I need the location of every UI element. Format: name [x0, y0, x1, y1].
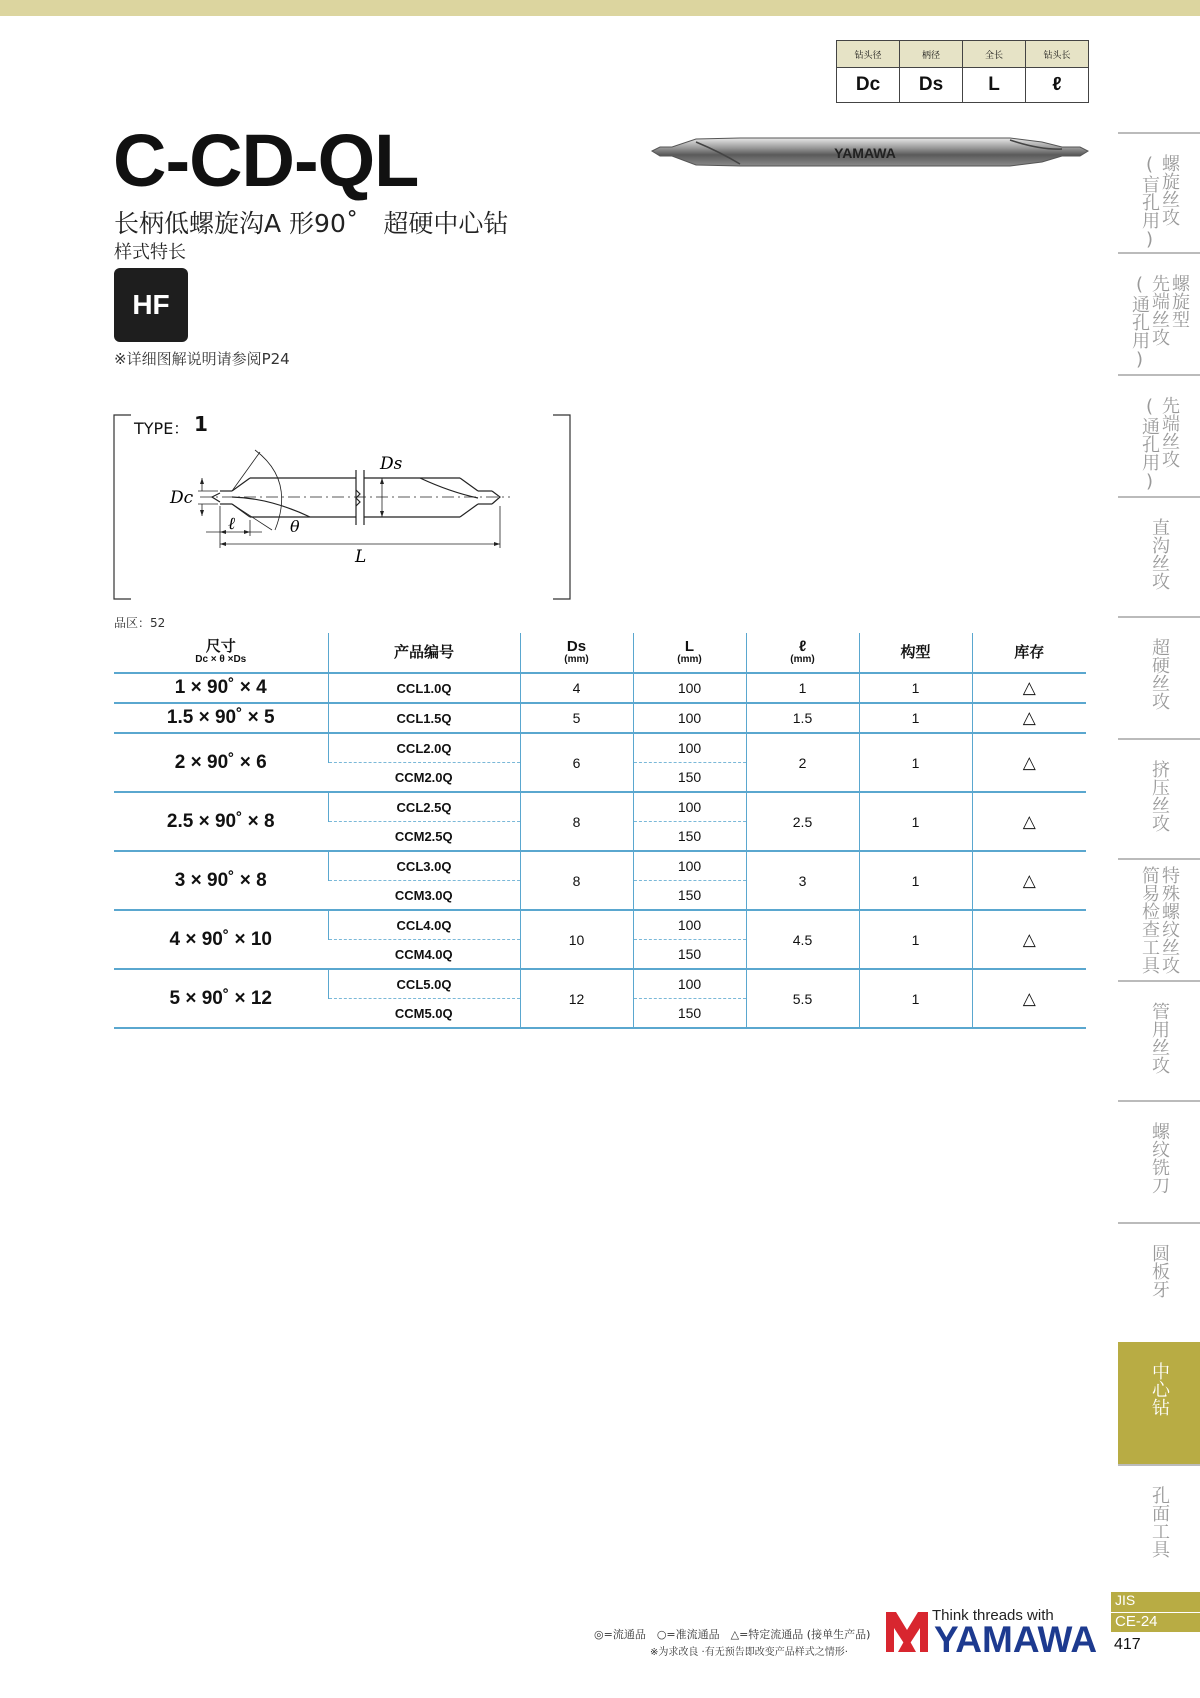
product-code: C-CD-QL — [113, 119, 419, 202]
table-row — [114, 910, 1086, 940]
page-number: 417 — [1114, 1636, 1141, 1653]
header-lsmall: ℓ (mm) — [746, 633, 859, 673]
diagram-label-ds: Ds — [380, 454, 403, 474]
cell-ds: 8 — [520, 851, 633, 910]
cell-type: 1 — [859, 969, 972, 1028]
sidebar-tab-label: 螺纹铣刀 — [1149, 1122, 1170, 1194]
cell-code: CCM4.0Q — [328, 940, 520, 970]
catalog-code: CE-24 — [1111, 1612, 1200, 1632]
diagram-label-theta: θ — [290, 517, 300, 536]
sidebar-tab-label: 特殊螺纹丝攻 — [1159, 866, 1180, 974]
hf-badge: HF — [114, 268, 188, 342]
cell-type: 1 — [859, 910, 972, 969]
cell-size: 5 × 90˚ × 12 — [114, 969, 328, 1028]
cell-L: 100 — [633, 969, 746, 999]
legend-dc-label: 钻头径 — [837, 41, 900, 68]
cell-stock: △ — [972, 733, 1086, 792]
sidebar-tab-label: 螺旋型 — [1169, 274, 1190, 328]
cell-stock: △ — [972, 969, 1086, 1028]
brand-name: YAMAWA — [934, 1619, 1098, 1660]
cell-code: CCL3.0Q — [328, 851, 520, 881]
sidebar-tab-label: (通孔用) — [1139, 396, 1160, 492]
sidebar-tab-center-drill[interactable] — [1118, 1342, 1200, 1464]
engraving-text: YAMAWA — [834, 145, 896, 161]
cell-code: CCL1.0Q — [328, 673, 520, 703]
header-type: 构型 — [859, 633, 972, 673]
reference-note: ※详细图解说明请参阅P24 — [114, 350, 290, 368]
sidebar-tab-label: 超硬丝攻 — [1149, 638, 1170, 710]
tagline: Think threads with — [932, 1607, 1054, 1624]
cell-L: 150 — [633, 763, 746, 793]
cell-type: 1 — [859, 851, 972, 910]
cell-code: CCL2.5Q — [328, 792, 520, 822]
cell-stock: △ — [972, 910, 1086, 969]
sidebar-tab-label: 螺旋丝攻 — [1159, 154, 1180, 226]
sidebar-tab-special-tools[interactable] — [1118, 858, 1200, 982]
cell-code: CCM2.0Q — [328, 763, 520, 793]
sidebar-tab-label: 简易检查工具 — [1139, 866, 1160, 974]
sidebar-tab-spiral-blind[interactable] — [1118, 132, 1200, 254]
diagram-label-lsmall: ℓ — [228, 514, 236, 534]
legend-l-label: 全长 — [963, 41, 1026, 68]
sidebar-tab-forming-tap[interactable] — [1118, 738, 1200, 860]
sidebar-tab-label: (通孔用) — [1129, 274, 1150, 370]
cell-code: CCL2.0Q — [328, 733, 520, 763]
sidebar-tab-die[interactable] — [1118, 1222, 1200, 1344]
cell-stock: △ — [972, 792, 1086, 851]
cell-ds: 4 — [520, 673, 633, 703]
header-l: L (mm) — [633, 633, 746, 673]
sidebar-tab-label: 圆板牙 — [1149, 1244, 1170, 1298]
legend-ds: Ds — [900, 68, 963, 103]
cell-ds: 5 — [520, 703, 633, 733]
sidebar-tab-carbide-tap[interactable] — [1118, 616, 1200, 740]
table-row — [114, 851, 1086, 881]
sidebar-tab-label: 先端丝攻 — [1159, 396, 1180, 468]
spec-table — [114, 633, 1086, 1029]
cell-stock: △ — [972, 703, 1086, 733]
sidebar-tab-label: 中心钻 — [1149, 1362, 1170, 1416]
stock-legend: ◎=流通品 ○=准流通品 △=特定流通品 (接单生产品) — [594, 1628, 871, 1641]
header-code: 产品编号 — [328, 633, 520, 673]
legend-l: L — [963, 68, 1026, 103]
sidebar-tab-label: 先端丝攻 — [1149, 274, 1170, 346]
cell-lsmall: 1.5 — [746, 703, 859, 733]
cell-L: 100 — [633, 910, 746, 940]
cell-size: 4 × 90˚ × 10 — [114, 910, 328, 969]
cell-stock: △ — [972, 673, 1086, 703]
cell-type: 1 — [859, 792, 972, 851]
jis-label: JIS — [1111, 1592, 1200, 1612]
cell-L: 150 — [633, 822, 746, 852]
top-color-bar — [0, 0, 1200, 16]
disclaimer: ※为求改良 ·有无预告即改变产品样式之情形· — [650, 1647, 848, 1658]
cell-L: 100 — [633, 851, 746, 881]
cell-L: 100 — [633, 792, 746, 822]
cell-L: 100 — [633, 673, 746, 703]
legend-lsmall: ℓ — [1026, 68, 1089, 103]
sidebar-tab-label: 直沟丝攻 — [1149, 518, 1170, 590]
table-row — [114, 673, 1086, 703]
sidebar-tab-straight-flute[interactable] — [1118, 496, 1200, 618]
cell-lsmall: 2.5 — [746, 792, 859, 851]
product-photo — [650, 130, 1090, 176]
table-row — [114, 792, 1086, 822]
cell-L: 100 — [633, 733, 746, 763]
cell-ds: 8 — [520, 792, 633, 851]
cell-size: 1.5 × 90˚ × 5 — [114, 703, 328, 733]
cell-ds: 12 — [520, 969, 633, 1028]
sidebar-tab-point-tap[interactable] — [1118, 374, 1200, 498]
cell-size: 2 × 90˚ × 6 — [114, 733, 328, 792]
cell-L: 150 — [633, 999, 746, 1029]
cell-type: 1 — [859, 733, 972, 792]
product-group: 品区：52 — [114, 616, 166, 630]
sidebar-tab-label: 孔面工具 — [1149, 1486, 1170, 1558]
dimension-legend — [836, 40, 1089, 103]
cell-code: CCM3.0Q — [328, 881, 520, 911]
cell-L: 100 — [633, 703, 746, 733]
legend-lsmall-label: 钻头长 — [1026, 41, 1089, 68]
cell-code: CCL5.0Q — [328, 969, 520, 999]
diagram-label-L: L — [355, 547, 367, 567]
cell-L: 150 — [633, 940, 746, 970]
cell-code: CCM2.5Q — [328, 822, 520, 852]
cell-lsmall: 2 — [746, 733, 859, 792]
sidebar-tab-hole-tools[interactable] — [1118, 1464, 1200, 1588]
header-ds: Ds (mm) — [520, 633, 633, 673]
sidebar-tab-label: (盲孔用) — [1139, 154, 1160, 250]
sidebar-tab-spiral-point[interactable] — [1118, 252, 1200, 376]
cell-ds: 10 — [520, 910, 633, 969]
sidebar-tab-pipe-tap[interactable] — [1118, 980, 1200, 1102]
cell-lsmall: 4.5 — [746, 910, 859, 969]
cell-code: CCM5.0Q — [328, 999, 520, 1029]
product-subtitle: 长柄低螺旋沟A 形90˚ 超硬中心钻 — [114, 209, 509, 238]
cell-lsmall: 5.5 — [746, 969, 859, 1028]
center-drill-diagram — [160, 440, 520, 580]
sidebar-tab-label: 挤压丝攻 — [1149, 760, 1170, 832]
type-label: TYPE： — [134, 419, 190, 438]
cell-size: 1 × 90˚ × 4 — [114, 673, 328, 703]
legend-ds-label: 柄径 — [900, 41, 963, 68]
product-style: 样式特长 — [114, 242, 186, 263]
type-value: 1 — [194, 412, 208, 436]
table-row — [114, 703, 1086, 733]
legend-dc: Dc — [837, 68, 900, 103]
diagram-label-dc: Dc — [170, 488, 194, 508]
table-row — [114, 969, 1086, 999]
cell-code: CCL4.0Q — [328, 910, 520, 940]
cell-size: 2.5 × 90˚ × 8 — [114, 792, 328, 851]
cell-lsmall: 1 — [746, 673, 859, 703]
sidebar-tab-thread-mill[interactable] — [1118, 1100, 1200, 1224]
cell-size: 3 × 90˚ × 8 — [114, 851, 328, 910]
cell-lsmall: 3 — [746, 851, 859, 910]
yamawa-logo-icon — [884, 1608, 930, 1654]
table-row — [114, 733, 1086, 763]
cell-type: 1 — [859, 703, 972, 733]
cell-ds: 6 — [520, 733, 633, 792]
cell-type: 1 — [859, 673, 972, 703]
header-stock: 库存 — [972, 633, 1086, 673]
sidebar-tab-label: 管用丝攻 — [1149, 1002, 1170, 1074]
cell-stock: △ — [972, 851, 1086, 910]
cell-code: CCL1.5Q — [328, 703, 520, 733]
cell-L: 150 — [633, 881, 746, 911]
header-size: 尺寸 Dc × θ ×Ds — [114, 633, 328, 673]
